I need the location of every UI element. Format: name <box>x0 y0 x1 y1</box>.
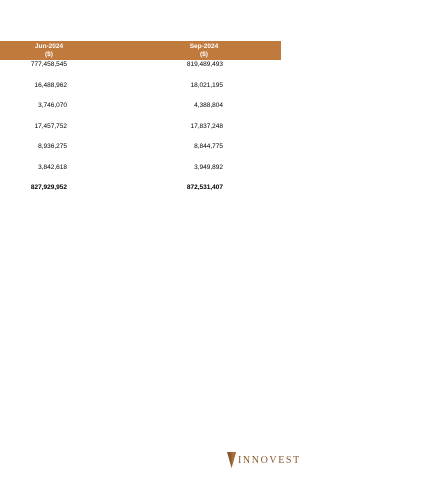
column-unit: ($) <box>200 51 208 58</box>
cell-jun: 17,457,752 <box>34 123 67 130</box>
cell-sep: 4,388,804 <box>194 102 223 109</box>
cell-jun: 777,458,545 <box>30 61 67 68</box>
brand-name: INNOVEST <box>238 454 301 466</box>
table-header-bar <box>0 41 281 60</box>
cell-sep: 17,837,248 <box>190 123 223 130</box>
column-period: Jun-2024 <box>34 43 64 50</box>
column-unit: ($) <box>45 51 53 58</box>
total-jun: 827,929,952 <box>30 184 67 191</box>
innovest-triangle-logo-icon <box>227 452 236 468</box>
table-row <box>0 101 281 111</box>
table-row <box>0 60 281 70</box>
table-total-row <box>0 183 281 193</box>
innovest-logo <box>227 451 301 469</box>
cell-jun: 3,842,618 <box>38 164 67 171</box>
column-header-sep-2024 <box>164 41 244 59</box>
cell-sep: 819,489,493 <box>186 61 223 68</box>
table-row <box>0 122 281 132</box>
column-period: Sep-2024 <box>189 43 219 50</box>
cell-jun: 16,488,962 <box>34 82 67 89</box>
cell-sep: 18,021,195 <box>190 82 223 89</box>
cell-jun: 8,936,275 <box>38 143 67 150</box>
table-row <box>0 81 281 91</box>
cell-sep: 8,844,775 <box>194 143 223 150</box>
cell-jun: 3,746,070 <box>38 102 67 109</box>
column-header-jun-2024 <box>9 41 89 59</box>
total-sep: 872,531,407 <box>186 184 223 191</box>
table-row <box>0 163 281 173</box>
table-row <box>0 142 281 152</box>
cell-sep: 3,949,892 <box>194 164 223 171</box>
